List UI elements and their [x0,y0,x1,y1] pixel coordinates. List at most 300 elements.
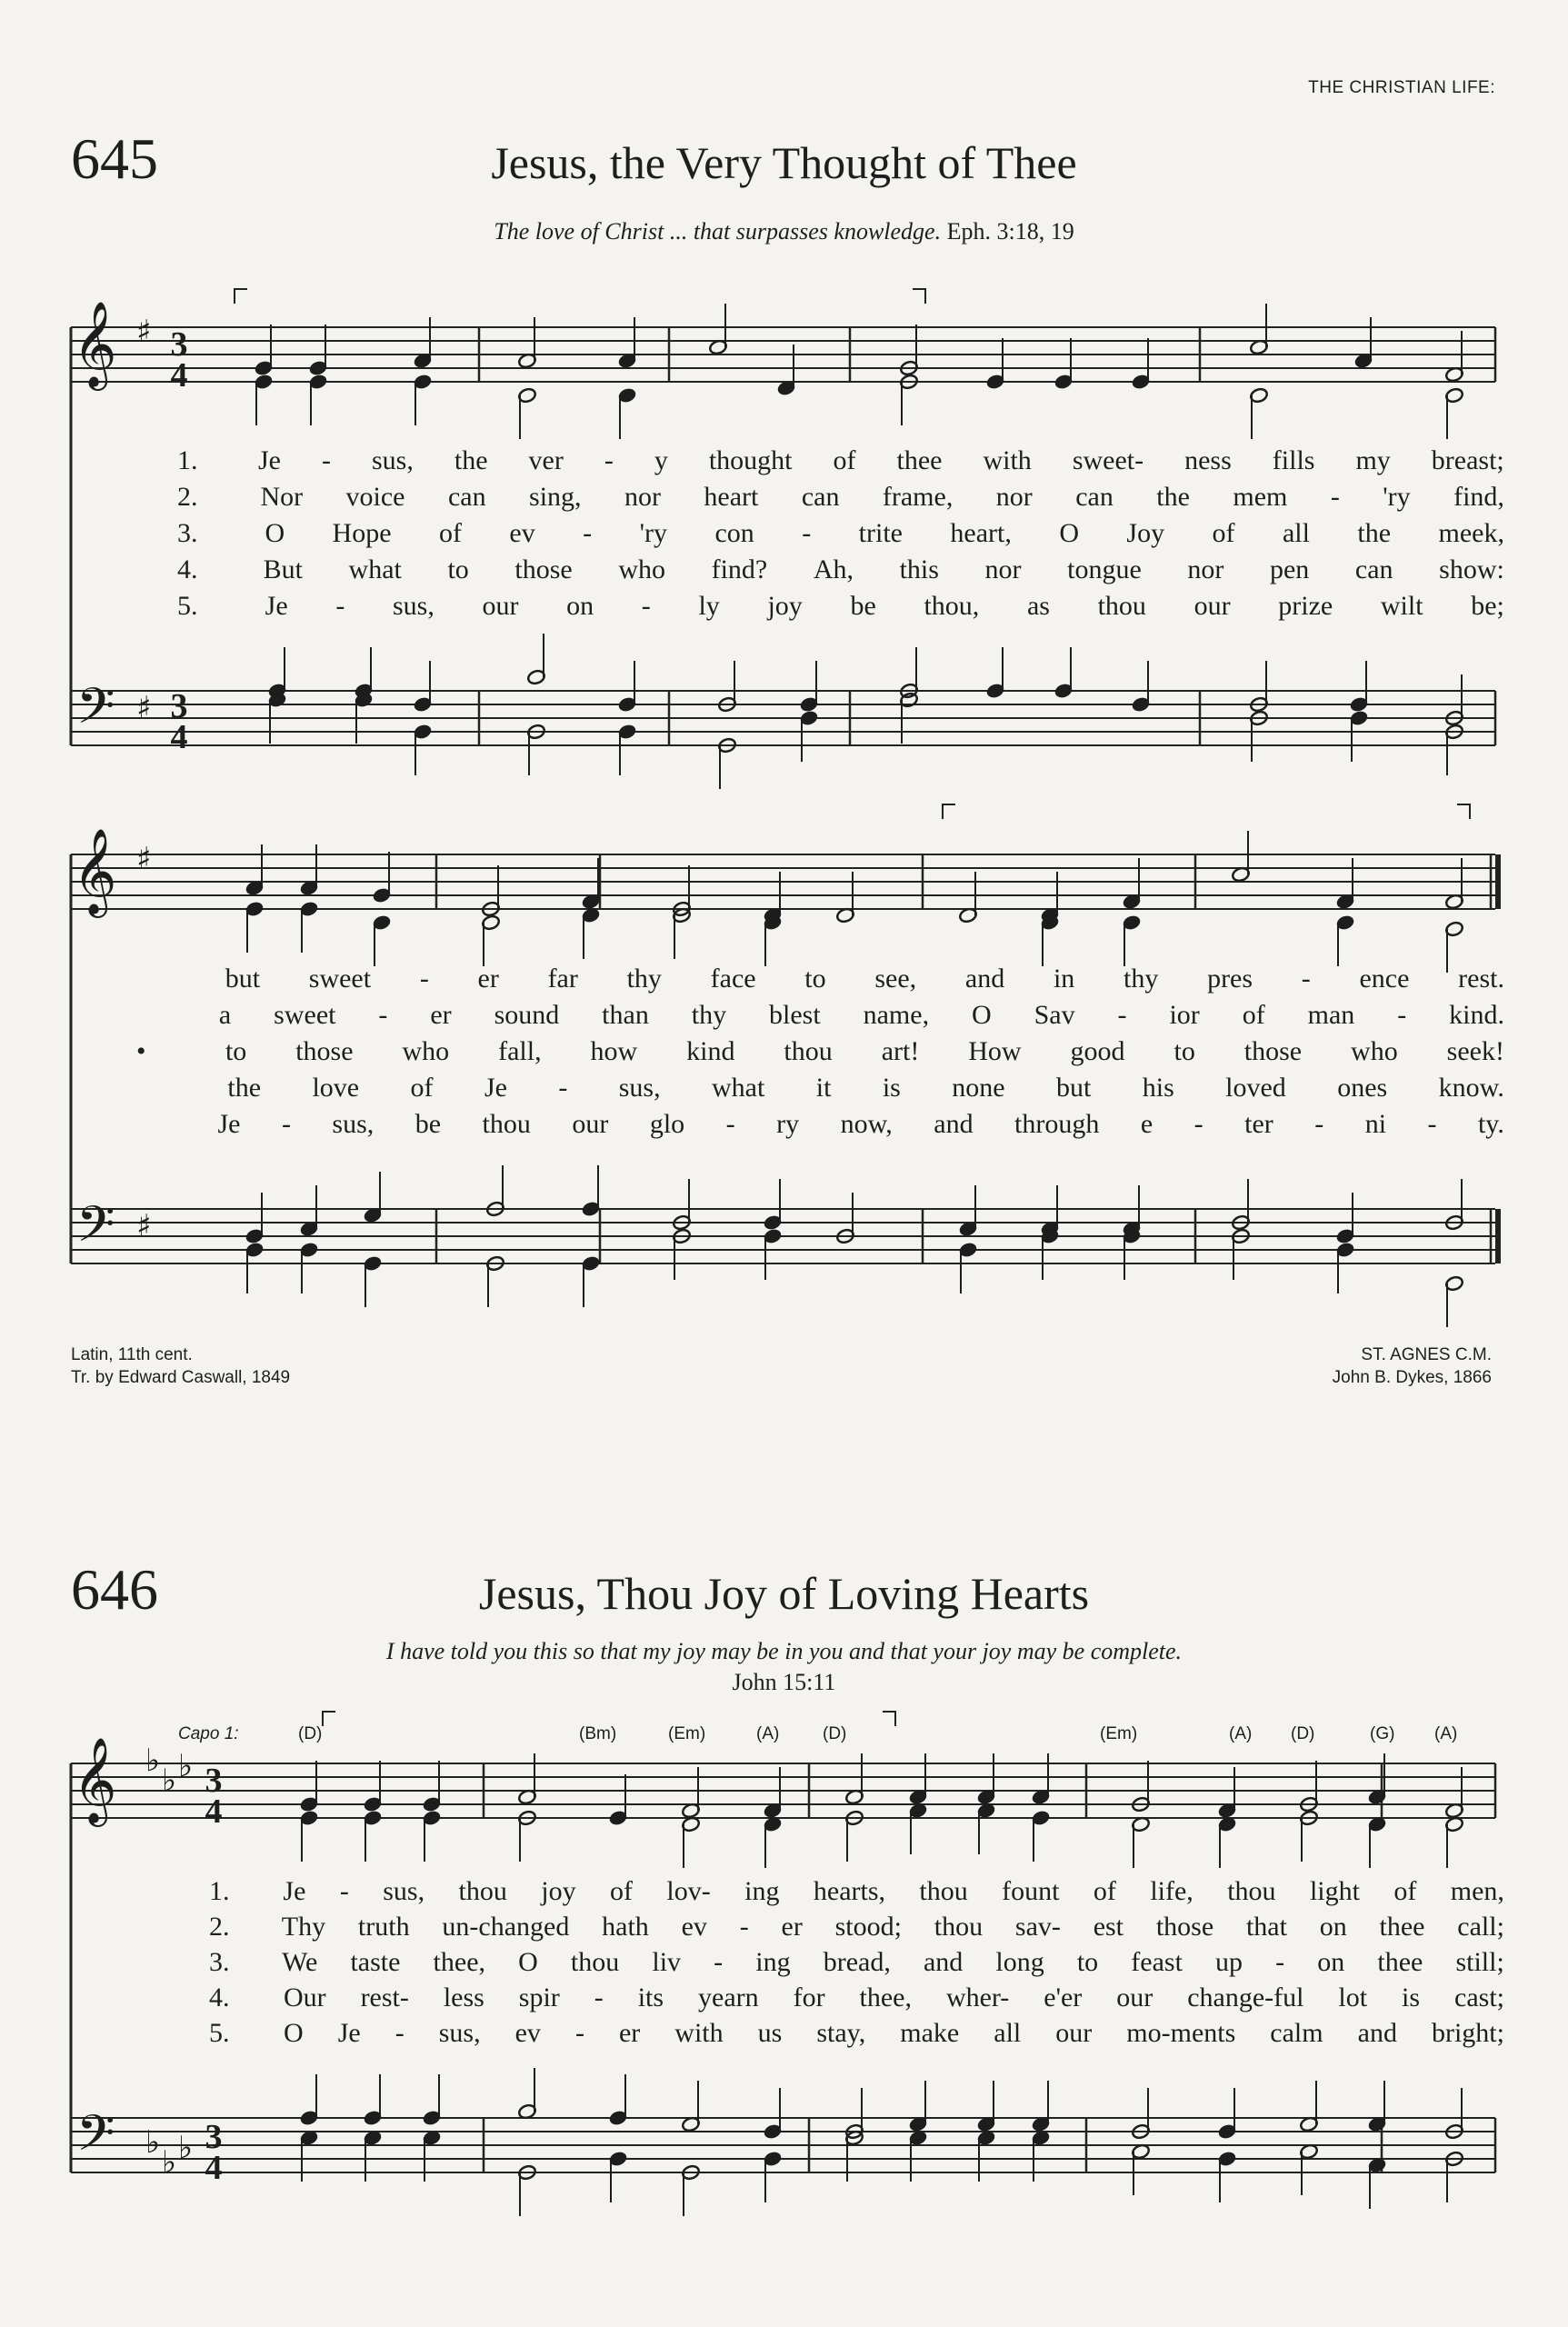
verse-number [136,1109,176,1140]
lyric-syllable: men, [1450,1876,1504,1906]
lyric-syllable: find, [1453,482,1504,512]
lyric-syllable: nor [995,482,1033,512]
lyric-syllable: fall, [498,1036,542,1066]
lyric-syllable: nor [1187,554,1224,584]
verse-number: 4. [209,1982,230,2012]
lyric-syllable: sus, [383,1876,425,1906]
lyric-syllable: on [566,591,594,621]
lyric-syllable: kind [686,1036,735,1066]
lyric-syllable: kind. [1449,1000,1504,1030]
lyric-syllable: thought [708,445,793,475]
lyric-syllable: the [227,1073,262,1103]
lyric-syllable: love [312,1073,360,1103]
lyric-syllable: sing, [529,482,582,512]
lyric-syllable: see, [874,964,917,994]
section-heading: THE CHRISTIAN LIFE: [1308,78,1495,97]
lyric-syllable: How [968,1036,1022,1066]
lyric-syllable: - [281,1109,291,1139]
capo-label: Capo 1: [178,1724,239,1743]
lyric-syllable: But [263,554,303,584]
lyric-syllable: truth [357,1912,410,1942]
lyric-syllable: those [295,1036,354,1066]
lyric-syllable: life, [1150,1876,1193,1906]
lyric-syllable: taste [350,1947,401,1977]
lyric-syllable: yearn [698,1982,759,2012]
lyric-syllable: fills [1272,445,1315,475]
chord-symbol: (A) [1434,1724,1458,1743]
lyric-syllable: face [710,964,756,994]
lyric-syllable: sus, [332,1109,375,1139]
lyric-syllable: that [1245,1912,1287,1942]
chord-symbol: (A) [1229,1724,1253,1743]
lyric-syllable: be [414,1109,442,1139]
lyric-syllable: thee, [433,1947,486,1977]
lyric-syllable: lov- [666,1876,711,1906]
lyric-syllable: trite [858,518,903,548]
lyric-syllable: Hope [332,518,392,548]
lyric-line [136,1109,1504,1140]
lyric-syllable: those [1155,1912,1214,1942]
lyric-syllable: us [757,2018,783,2048]
lyric-syllable: - [1117,1000,1127,1030]
lyric-syllable: how [590,1036,638,1066]
lyric-syllable: nor [984,554,1022,584]
lyric-syllable: light [1309,1876,1360,1906]
verse-number: • [136,1036,146,1066]
lyric-syllable: sweet [274,1000,336,1030]
verse-number: 2. [209,1912,230,1942]
lyric-syllable: those [514,554,573,584]
lyric-syllable: our [1055,2018,1093,2048]
time-signature-645-bass: 3 4 [170,687,188,756]
lyric-syllable: cast; [1454,1982,1504,2012]
verse-number: 3. [177,518,198,548]
lyric-syllable: a [218,1000,232,1030]
time-signature-645-treble: 3 4 [170,325,188,394]
lyric-syllable: this [899,554,939,584]
lyric-syllable: thou, [924,591,980,621]
hymn-645-title: Jesus, the Very Thought of Thee [491,137,1077,188]
lyric-syllable: est [1093,1912,1124,1942]
lyric-syllable: y [654,445,668,475]
lyric-syllable: make [900,2018,960,2048]
lyric-line [177,518,1504,549]
verse-number [136,1000,176,1031]
lyric-syllable: good [1070,1036,1125,1066]
lyric-syllable: O [265,518,285,548]
lyric-syllable: con [714,518,754,548]
lyric-syllable: thou [919,1876,968,1906]
lyric-syllable: Je [283,1876,306,1906]
phrase-bracket-start [235,289,247,304]
lyric-syllable: ev [681,1912,707,1942]
lyric-syllable: pen [1269,554,1310,584]
lyric-syllable: - [1301,964,1311,994]
lyric-syllable: thy [1124,964,1159,994]
lyric-syllable: sweet- [1072,445,1144,475]
chord-symbol: (D) [823,1724,847,1743]
lyric-line [177,482,1504,513]
lyric-syllable: ev [509,518,535,548]
lyric-syllable: - [1314,1109,1324,1139]
lyric-syllable: O [972,1000,992,1030]
verse-number: 5. [177,591,198,621]
lyric-syllable: Our [283,1982,326,2012]
verse-number [136,1073,176,1104]
lyric-syllable: of [833,445,856,475]
chord-symbol: (D) [1291,1724,1315,1743]
lyric-syllable: our [1116,1982,1154,2012]
lyric-syllable: with [674,2018,724,2048]
lyric-syllable: Nor [260,482,304,512]
lyric-syllable: - [604,445,614,475]
phrase-bracket-start [943,804,955,819]
verse-number: 5. [209,2018,230,2048]
lyric-syllable: Sav [1034,1000,1075,1030]
hymn-646-epigraph [136,1638,1432,1665]
lyric-syllable: to [1174,1036,1195,1066]
key-signature-accidental: ♯ [136,841,152,877]
lyric-syllable: who [402,1036,450,1066]
lyric-syllable: bright; [1431,2018,1504,2048]
lyric-syllable: thou [784,1036,833,1066]
lyric-syllable: joy [767,591,803,621]
lyric-syllable: thee [896,445,943,475]
lyric-syllable: in [1053,964,1075,994]
hymn-645-number: 645 [71,126,158,191]
lyric-syllable: thou [1097,591,1146,621]
lyric-syllable: Je [484,1073,507,1103]
lyric-syllable: less [443,1982,484,2012]
lyric-syllable: ence [1359,964,1410,994]
lyric-syllable: those [1243,1036,1303,1066]
lyric-syllable: 'ry [1383,482,1411,512]
key-signature-accidental: ♭ [145,1743,161,1779]
lyric-syllable: ing [755,1947,791,1977]
lyric-syllable: thee [1379,1912,1425,1942]
lyric-syllable: fount [1002,1876,1060,1906]
epigraph-reference: Eph. 3:18, 19 [946,218,1074,245]
lyric-syllable: - [322,445,331,475]
lyric-syllable: be; [1471,591,1504,621]
phrase-bracket-end [913,289,925,304]
phrase-bracket-end [1457,804,1470,819]
lyric-syllable: be [850,591,876,621]
lyric-syllable: the [1156,482,1190,512]
epigraph-text: I have told you this so that my joy may be in you and that your joy may be complete. [385,1638,1183,1664]
lyric-syllable: and [964,964,1005,994]
lyric-syllable: our [1193,591,1231,621]
lyric-syllable: er [477,964,499,994]
hymn-646-number: 646 [71,1557,158,1622]
lyric-syllable: er [618,2018,641,2048]
lyric-syllable: nor [624,482,661,512]
lyric-syllable: thou [570,1947,620,1977]
lyric-syllable: can [801,482,840,512]
lyric-syllable: joy [541,1876,576,1906]
lyric-syllable: - [1330,482,1340,512]
lyric-line [136,1036,1504,1067]
lyric-syllable: prize [1278,591,1333,621]
lyric-syllable: for [793,1982,825,2012]
chord-symbol: (D) [298,1724,323,1743]
lyric-syllable: mem [1233,482,1288,512]
lyric-line [209,1912,1504,1942]
lyric-syllable: - [339,1876,349,1906]
lyric-syllable: calm [1270,2018,1323,2048]
lyric-syllable: to [1076,1947,1099,1977]
lyric-syllable: - [583,518,593,548]
lyric-syllable: ty. [1477,1109,1504,1139]
lyric-syllable: on [1317,1947,1345,1977]
treble-clef: 𝄞 [73,301,117,387]
lyric-syllable: lot [1338,1982,1368,2012]
lyric-line [136,1000,1504,1031]
lyric-syllable: hath [602,1912,649,1942]
lyric-syllable: than [602,1000,649,1030]
lyric-syllable: ry [776,1109,800,1139]
lyric-syllable: - [1427,1109,1437,1139]
credit-composer: John B. Dykes, 1866 [1332,1368,1492,1387]
lyric-syllable: still; [1455,1947,1504,1977]
lyric-line [177,554,1504,585]
lyric-syllable: to [447,554,469,584]
lyric-syllable: it [815,1073,832,1103]
key-signature-accidental: ♯ [136,314,152,350]
lyric-syllable: breast; [1431,445,1504,475]
lyric-syllable: Joy [1126,518,1165,548]
lyric-syllable: er [781,1912,803,1942]
lyric-syllable: pres [1207,964,1253,994]
lyric-syllable: our [572,1109,609,1139]
lyric-syllable: call; [1457,1912,1504,1942]
lyric-syllable: what [348,554,402,584]
lyric-syllable: ior [1169,1000,1200,1030]
lyric-syllable: the [1357,518,1392,548]
lyric-syllable: can [1075,482,1114,512]
lyric-syllable: spir [518,1982,560,2012]
lyric-syllable: name, [863,1000,930,1030]
lyric-syllable: sus, [392,591,434,621]
lyric-line [177,591,1504,622]
lyric-syllable: what [712,1073,765,1103]
lyric-syllable: feast [1131,1947,1183,1977]
hymn-645-tune-credit [1333,1343,1492,1389]
lyric-syllable: far [547,964,578,994]
lyric-syllable: ing [744,1876,780,1906]
lyric-syllable: rest. [1458,964,1504,994]
lyric-syllable: tongue [1067,554,1142,584]
lyric-syllable: wilt [1380,591,1423,621]
lyric-syllable: - [335,591,345,621]
lyric-syllable: blest [769,1000,821,1030]
lyric-syllable: - [378,1000,388,1030]
lyric-syllable: and [1357,2018,1397,2048]
lyric-syllable: bread, [823,1947,891,1977]
epigraph-text: The love of Christ ... that surpasses knowledge. [494,218,942,245]
lyric-syllable: heart, [950,518,1012,548]
lyric-syllable: and [934,1109,974,1139]
lyric-syllable: as [1026,591,1050,621]
bass-clef: 𝄢 [76,1195,115,1265]
lyric-syllable: and [923,1947,964,1977]
lyric-syllable: - [714,1947,724,1977]
credit-tune-name: ST. AGNES C.M. [1361,1345,1492,1364]
bass-clef: 𝄢 [76,677,115,747]
time-signature-646-treble: 3 4 [205,1762,223,1831]
lyric-syllable: We [282,1947,318,1977]
lyric-syllable: - [641,591,651,621]
lyric-syllable: with [983,445,1032,475]
lyric-syllable: is [882,1073,901,1103]
lyric-syllable: of [609,1876,633,1906]
key-signature-accidental: ♯ [136,1208,152,1244]
lyric-syllable: hearts, [813,1876,886,1906]
treble-clef: 𝄞 [73,828,117,914]
lyric-syllable: all [994,2018,1022,2048]
credit-author: Latin, 11th cent. [71,1345,193,1364]
lyric-syllable: the [454,445,488,475]
lyric-syllable: is [1402,1982,1421,2012]
lyric-syllable: can [447,482,486,512]
bass-clef: 𝄢 [76,2104,115,2174]
lyric-syllable: my [1355,445,1391,475]
lyric-syllable: thou [458,1876,507,1906]
lyric-syllable: - [739,1912,749,1942]
lyric-syllable: but [1055,1073,1092,1103]
lyric-syllable: thy [691,1000,727,1030]
treble-clef: 𝄞 [73,1737,117,1823]
lyric-syllable: heart [704,482,759,512]
lyric-line [177,445,1504,476]
lyric-syllable: ter [1244,1109,1273,1139]
lyric-syllable: of [1393,1876,1417,1906]
lyric-line [136,964,1504,994]
lyric-syllable: ones [1337,1073,1388,1103]
lyric-syllable: our [482,591,519,621]
lyric-syllable: stood; [834,1912,902,1942]
chord-symbol: (G) [1370,1724,1395,1743]
lyric-syllable: Je [217,1109,241,1139]
lyric-syllable: sweet [308,964,372,994]
lyric-syllable: glo [649,1109,685,1139]
lyric-line [136,1073,1504,1104]
lyric-syllable: O [518,1947,538,1977]
lyric-syllable: meek, [1438,518,1504,548]
lyric-syllable: of [410,1073,434,1103]
lyric-syllable: art! [881,1036,920,1066]
key-signature-accidental: ♭ [178,1748,194,1784]
lyric-syllable: e [1140,1109,1154,1139]
lyric-syllable: thou [1227,1876,1276,1906]
lyric-syllable: stay, [816,2018,866,2048]
lyric-syllable: long [995,1947,1044,1977]
lyric-syllable: Ah, [813,554,854,584]
lyric-syllable: - [574,2018,584,2048]
lyric-syllable: who [618,554,665,584]
lyric-syllable: Je [337,2018,361,2048]
lyric-syllable: O [1059,518,1079,548]
lyric-syllable: - [419,964,429,994]
lyric-syllable: sus, [372,445,414,475]
lyric-syllable: - [725,1109,735,1139]
lyric-line [209,1876,1504,1907]
lyric-syllable: but [225,964,261,994]
time-signature-646-bass: 3 4 [205,2118,223,2187]
lyric-syllable: seek! [1446,1036,1504,1066]
lyric-line [209,1947,1504,1978]
key-signature-accidental: ♭ [162,1763,177,1799]
lyric-syllable: know. [1438,1073,1504,1103]
lyric-syllable: ly [698,591,720,621]
lyric-syllable: of [1242,1000,1265,1030]
lyric-syllable: sus, [618,1073,661,1103]
lyric-syllable: of [438,518,462,548]
lyric-syllable: on [1319,1912,1347,1942]
lyric-syllable: - [1193,1109,1203,1139]
lyric-line [209,1982,1504,2013]
verse-number: 1. [209,1876,230,1906]
lyric-syllable: now, [840,1109,893,1139]
lyric-syllable: ni [1364,1109,1387,1139]
verse-number [136,964,176,994]
lyric-syllable: who [1351,1036,1398,1066]
lyric-syllable: voice [345,482,405,512]
lyric-syllable: find? [711,554,768,584]
lyric-syllable: ver [528,445,564,475]
chord-symbol: (Em) [668,1724,706,1743]
lyric-syllable: Je [265,591,288,621]
lyric-syllable: wher- [945,1982,1010,2012]
lyric-syllable: its [637,1982,664,2012]
lyric-syllable: frame, [882,482,954,512]
phrase-bracket-end [883,1712,895,1726]
lyric-syllable: ness [1184,445,1232,475]
lyric-syllable: can [1354,554,1393,584]
lyric-syllable: - [594,1982,604,2012]
lyric-syllable: - [394,2018,404,2048]
lyric-syllable: thy [626,964,662,994]
lyric-syllable: change-ful [1187,1982,1304,2012]
lyric-syllable: sav- [1014,1912,1061,1942]
lyric-syllable: un-changed [442,1912,570,1942]
lyric-syllable: thee, [859,1982,912,2012]
lyric-syllable: O [284,2018,304,2048]
lyric-syllable: liv [652,1947,682,1977]
lyric-syllable: thou [482,1109,531,1139]
lyric-syllable: e'er [1044,1982,1083,2012]
verse-number: 3. [209,1947,230,1977]
lyric-syllable: Je [258,445,281,475]
lyric-syllable: er [430,1000,452,1030]
key-signature-accidental: ♭ [178,2130,194,2166]
lyric-syllable: up [1215,1947,1243,1977]
lyric-syllable: all [1282,518,1310,548]
lyric-syllable: mo-ments [1126,2018,1236,2048]
lyric-syllable: ev [514,2018,541,2048]
lyric-syllable: sus, [438,2018,481,2048]
lyric-syllable: through [1014,1109,1100,1139]
key-signature-accidental: ♭ [145,2124,161,2161]
lyric-syllable: loved [1225,1073,1286,1103]
chord-symbol: (Em) [1100,1724,1138,1743]
phrase-bracket-start [323,1712,335,1726]
chord-symbol: (Bm) [579,1724,617,1743]
lyric-line [209,2018,1504,2049]
hymn-645-text-credit [71,1343,290,1389]
lyric-syllable: - [802,518,812,548]
verse-number: 4. [177,554,198,584]
